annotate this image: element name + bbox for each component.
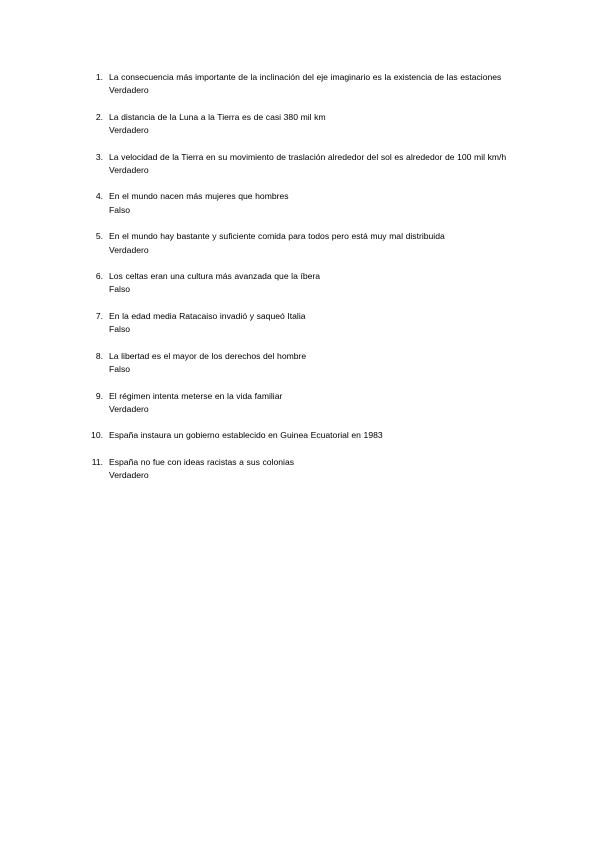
question-text: En la edad media Ratacaiso invadió y saqueó Italia <box>109 310 306 321</box>
question-number: 7. <box>95 310 103 321</box>
answer-text: Verdadero <box>109 165 149 176</box>
question-number: 5. <box>95 231 103 242</box>
question-number: 4. <box>95 191 103 202</box>
question-item-11 <box>86 456 516 483</box>
question-item-1 <box>86 71 516 98</box>
question-item-10 <box>86 429 516 442</box>
question-number: 8. <box>95 350 103 361</box>
question-item-6 <box>86 270 516 297</box>
question-number: 1. <box>95 72 103 82</box>
question-text: Los celtas eran una cultura más avanzada que la íbera <box>109 271 321 282</box>
answer-text: Verdadero <box>109 470 149 481</box>
question-number: 9. <box>95 390 103 401</box>
answer-text: Falso <box>109 324 131 335</box>
question-text: La consecuencia más importante de la inclinación del eje imaginario es la existencia de las estaciones <box>109 72 502 82</box>
question-number: 10. <box>91 430 103 441</box>
question-text: España instaura un gobierno establecido en Guinea Ecuatorial en 1983 <box>109 430 383 441</box>
question-text: La libertad es el mayor de los derechos del hombre <box>109 350 307 361</box>
question-number: 3. <box>95 151 103 162</box>
question-item-3 <box>86 151 516 178</box>
answer-text: Falso <box>109 204 131 215</box>
question-number: 2. <box>95 111 103 122</box>
question-text: La velocidad de la Tierra en su movimiento de traslación alrededor del sol es alrededor de 100 mil km/h <box>109 151 507 162</box>
question-text: En el mundo nacen más mujeres que hombres <box>109 191 289 202</box>
question-number: 11. <box>91 456 103 467</box>
answer-text: Verdadero <box>109 125 149 136</box>
answer-text: Verdadero <box>109 403 149 414</box>
question-item-7 <box>86 310 516 337</box>
answer-text: Falso <box>109 284 131 295</box>
question-item-9 <box>86 390 516 417</box>
question-item-2 <box>86 111 516 138</box>
question-item-8 <box>86 350 516 377</box>
answer-text: Verdadero <box>109 244 149 255</box>
question-text: España no fue con ideas racistas a sus colonias <box>109 456 295 467</box>
question-text: En el mundo hay bastante y suficiente comida para todos pero está muy mal distribuida <box>109 231 445 242</box>
question-item-4 <box>86 190 516 217</box>
question-text: La distancia de la Luna a la Tierra es de casi 380 mil km <box>109 111 326 122</box>
answer-text: Falso <box>109 364 131 375</box>
question-text: El régimen intenta meterse en la vida familiar <box>109 390 283 401</box>
question-item-5 <box>86 230 516 257</box>
question-list <box>86 71 516 496</box>
question-number: 6. <box>95 271 103 282</box>
answer-text: Verdadero <box>109 85 149 96</box>
